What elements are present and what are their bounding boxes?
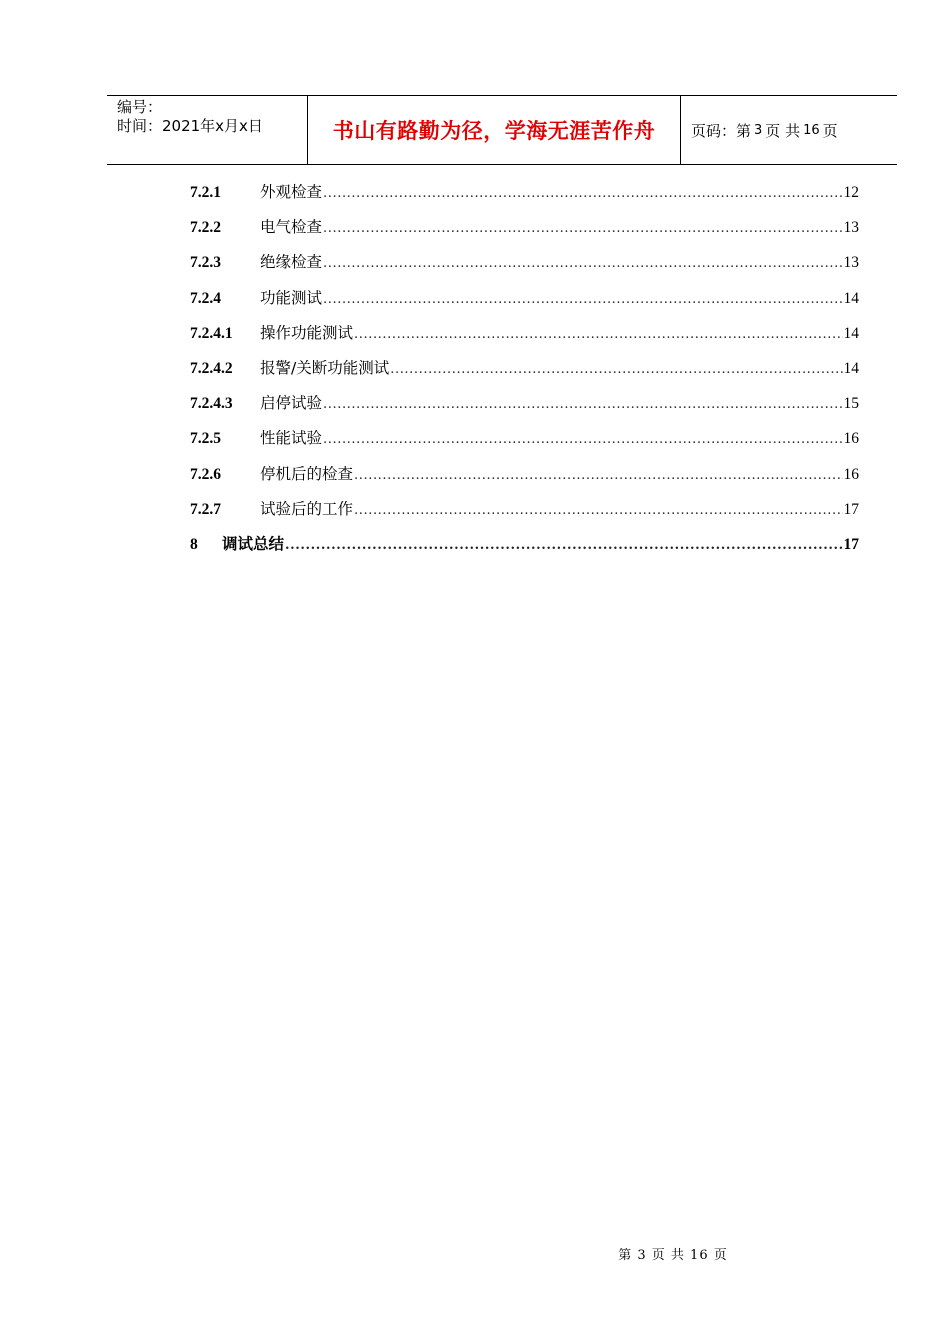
- toc-entry[interactable]: [190, 497, 859, 532]
- page-suffix: 页: [822, 121, 838, 140]
- toc-entry[interactable]: [190, 215, 859, 250]
- toc-leader: [323, 292, 842, 307]
- toc-number: 7.2.5: [190, 430, 221, 448]
- toc-leader: [354, 503, 842, 518]
- toc-number: 7.2.3: [190, 254, 221, 272]
- page-footer: 第 3 页 共 16 页: [618, 1248, 728, 1263]
- toc-title: 功能测试: [260, 288, 323, 307]
- toc-leader: [354, 327, 842, 342]
- toc-title: 试验后的工作: [260, 499, 354, 518]
- toc-leader: [323, 432, 842, 447]
- toc-leader: [285, 538, 842, 553]
- toc-page: 13: [843, 219, 859, 237]
- toc-page: 12: [843, 184, 859, 201]
- toc-entry[interactable]: [190, 180, 859, 215]
- toc-page: 17: [843, 535, 859, 553]
- toc-entry[interactable]: [190, 321, 859, 356]
- toc-page: 14: [843, 324, 859, 342]
- toc-entry[interactable]: [190, 426, 859, 461]
- toc-title: 性能试验: [260, 429, 323, 448]
- toc-title: 电气检查: [260, 218, 323, 237]
- toc-number: 7.2.2: [190, 219, 221, 237]
- header-page-number: [681, 96, 897, 164]
- toc-title: 外观检查: [260, 183, 323, 201]
- toc-number: 8: [190, 535, 198, 553]
- toc-title: 报警/关断功能测试: [260, 358, 390, 377]
- table-of-contents: [190, 180, 859, 567]
- toc-leader: [323, 397, 842, 412]
- page-current: 3: [754, 122, 763, 138]
- code-label: 编号：: [117, 98, 163, 116]
- toc-entry[interactable]: [190, 391, 859, 426]
- toc-entry[interactable]: [190, 250, 859, 285]
- toc-number: 7.2.4: [190, 289, 221, 307]
- toc-title: 调试总结: [222, 534, 285, 553]
- page-total: 16: [803, 122, 820, 138]
- toc-entry-chapter[interactable]: [190, 532, 859, 567]
- toc-number: 7.2.7: [190, 500, 221, 518]
- toc-title: 绝缘检查: [260, 253, 323, 272]
- page-header: [107, 95, 897, 165]
- toc-title: 操作功能测试: [260, 323, 354, 342]
- toc-leader: [390, 362, 842, 377]
- toc-number: 7.2.4.1: [190, 324, 233, 342]
- toc-leader: [323, 186, 842, 201]
- toc-title: 停机后的检查: [260, 464, 354, 483]
- toc-leader: [323, 221, 842, 236]
- toc-leader: [354, 468, 842, 483]
- toc-page: 16: [843, 465, 859, 483]
- toc-title: 启停试验: [260, 394, 323, 413]
- toc-number: 7.2.4.3: [190, 395, 233, 413]
- toc-number: 7.2.4.2: [190, 359, 233, 377]
- toc-number: 7.2.1: [190, 184, 221, 201]
- motto-text: 书山有路勤为径，学海无涯苦作舟: [332, 119, 656, 143]
- toc-page: 13: [843, 254, 859, 272]
- toc-page: 14: [843, 359, 859, 377]
- toc-page: 17: [843, 500, 859, 518]
- toc-entry[interactable]: [190, 356, 859, 391]
- toc-leader: [323, 256, 842, 271]
- page-mid: 页 共: [765, 121, 801, 140]
- toc-entry[interactable]: [190, 462, 859, 497]
- date-label: 时间：2021年x月x日: [117, 117, 263, 135]
- header-motto: [308, 96, 681, 164]
- toc-page: 16: [843, 430, 859, 448]
- toc-number: 7.2.6: [190, 465, 221, 483]
- page-prefix: 页码：第: [691, 121, 752, 140]
- toc-page: 15: [843, 395, 859, 413]
- toc-page: 14: [843, 289, 859, 307]
- header-meta: [107, 96, 308, 164]
- toc-entry[interactable]: [190, 286, 859, 321]
